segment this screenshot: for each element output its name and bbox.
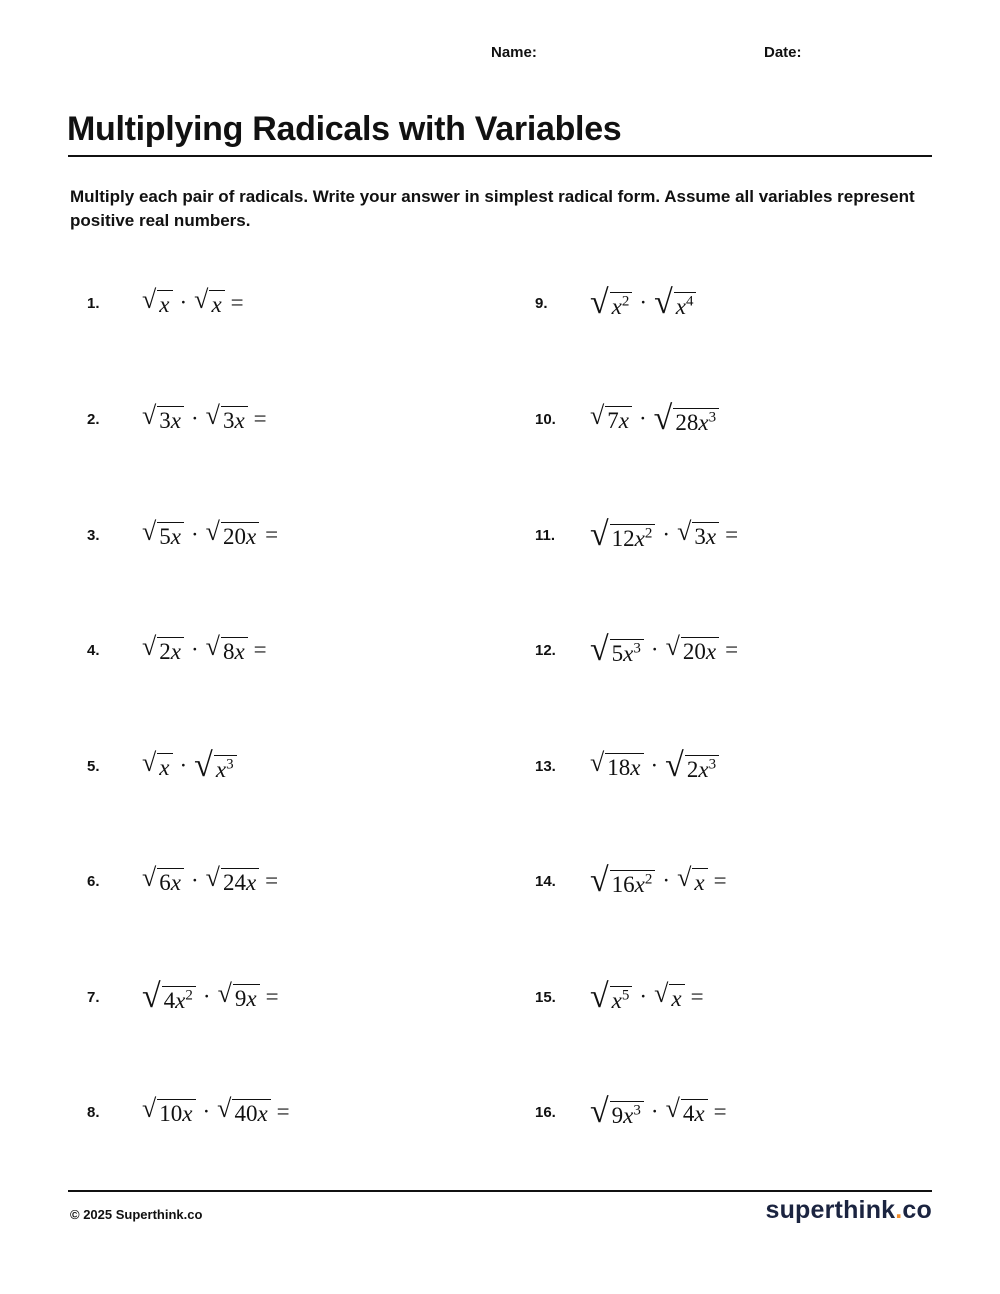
problem-number: 8.	[87, 1103, 100, 1121]
radicand-coefficient: 8	[222, 639, 235, 665]
problem-expression	[590, 746, 719, 784]
radical-sign: √	[142, 632, 157, 662]
radicand-exponent: 3	[708, 409, 717, 426]
radicand	[221, 522, 259, 550]
problem-number: 9.	[535, 294, 548, 312]
radicand	[157, 1099, 195, 1127]
radicand-variable: x	[211, 292, 222, 318]
radicand-variable: x	[257, 1101, 268, 1127]
radical	[654, 981, 685, 1012]
problem-expression	[142, 403, 267, 434]
radical	[194, 287, 225, 318]
radicand	[157, 522, 184, 550]
radicand	[605, 406, 632, 434]
radicand	[162, 986, 196, 1014]
radical	[194, 746, 236, 784]
problem-number: 3.	[87, 526, 100, 544]
radicand-variable: x	[611, 987, 622, 1013]
radicand	[610, 1101, 644, 1129]
radical	[590, 515, 655, 553]
radical-sign: √	[677, 863, 692, 893]
radicand-coefficient: 9	[234, 986, 247, 1012]
radical	[654, 283, 696, 321]
radicand-variable: x	[705, 524, 717, 550]
radical-sign: √	[590, 283, 609, 321]
radicand-coefficient: 16	[611, 871, 635, 897]
radicand	[610, 986, 633, 1014]
title-divider	[68, 155, 932, 157]
problem-expression	[590, 1092, 727, 1130]
problem-number: 10.	[535, 410, 556, 428]
radicand-variable: x	[234, 639, 245, 665]
problem-expression	[590, 977, 704, 1015]
radicand	[232, 1099, 270, 1127]
radical	[142, 519, 184, 550]
problem-number: 12.	[535, 641, 556, 659]
radicand	[221, 868, 259, 896]
radical	[590, 861, 655, 899]
equals-sign: =	[725, 637, 739, 662]
problem-number: 6.	[87, 872, 100, 890]
multiplication-dot: ·	[191, 406, 199, 431]
radicand-variable: x	[634, 525, 645, 551]
radical	[142, 1096, 196, 1127]
radicand-coefficient: 3	[222, 408, 235, 434]
radicand-exponent: 5	[621, 987, 630, 1004]
radicand	[221, 637, 248, 665]
equals-sign: =	[690, 984, 704, 1009]
radicand-variable: x	[698, 409, 709, 435]
radicand-coefficient: 5	[611, 640, 624, 666]
radicand	[221, 406, 248, 434]
problem-expression	[142, 519, 278, 550]
problem-expression	[142, 865, 278, 896]
radicand	[610, 870, 656, 898]
radicand	[157, 637, 184, 665]
radical-sign: √	[142, 748, 157, 778]
radical-sign: √	[590, 630, 609, 668]
brand-dot: .	[895, 1196, 903, 1224]
radical	[653, 399, 719, 437]
radicand-exponent: 3	[633, 1102, 641, 1119]
radicand	[157, 868, 184, 896]
radical	[590, 1092, 644, 1130]
radicand-variable: x	[170, 408, 181, 434]
radicand-variable: x	[170, 524, 181, 550]
radicand-coefficient: 2	[159, 639, 171, 665]
radicand-variable: x	[246, 986, 257, 1012]
radicand-variable: x	[623, 640, 634, 666]
radicand-coefficient: 40	[234, 1101, 258, 1127]
radicand	[610, 639, 644, 667]
radicand-coefficient: 6	[159, 870, 171, 896]
multiplication-dot: ·	[639, 406, 647, 431]
problem-number: 15.	[535, 988, 556, 1006]
equals-sign: =	[725, 522, 739, 547]
radicand-variable: x	[234, 408, 245, 434]
problem-number: 1.	[87, 294, 100, 312]
multiplication-dot: ·	[202, 984, 211, 1009]
problem-expression	[590, 283, 696, 321]
worksheet-title: Multiplying Radicals with Variables	[67, 110, 622, 148]
radicand-variable: x	[623, 1102, 634, 1128]
radical-sign: √	[205, 863, 220, 893]
problem-number: 2.	[87, 410, 100, 428]
radical-sign: √	[142, 517, 157, 547]
radical-sign: √	[654, 979, 669, 1009]
radicand	[610, 292, 633, 320]
radical-sign: √	[217, 1094, 232, 1124]
equals-sign: =	[230, 290, 244, 315]
radical-sign: √	[590, 515, 609, 553]
radical-sign: √	[677, 517, 692, 547]
radical	[218, 981, 260, 1012]
problem-number: 16.	[535, 1103, 556, 1121]
equals-sign: =	[276, 1099, 290, 1124]
radical	[590, 283, 632, 321]
multiplication-dot: ·	[191, 522, 199, 547]
radical	[206, 403, 248, 434]
radicand-variable: x	[671, 986, 682, 1012]
radical	[590, 403, 632, 434]
radicand-coefficient: 2	[686, 756, 699, 782]
problem-expression	[590, 399, 719, 437]
radical-sign: √	[590, 861, 609, 899]
radicand-variable: x	[245, 870, 257, 896]
multiplication-dot: ·	[639, 984, 648, 1009]
radical	[666, 634, 720, 665]
problem-expression	[142, 287, 244, 318]
radical	[217, 1096, 271, 1127]
radicand	[681, 637, 719, 665]
radicand	[233, 984, 260, 1012]
multiplication-dot: ·	[639, 290, 648, 315]
radical-sign: √	[142, 1094, 157, 1124]
problem-expression	[142, 1096, 290, 1127]
instructions: Multiply each pair of radicals. Write your answer in simplest radical form. Assume all variables represent positive real numbers.	[70, 187, 915, 230]
radicand-variable: x	[175, 987, 186, 1013]
brand-tld: co	[902, 1196, 932, 1224]
radicand-variable: x	[159, 292, 170, 318]
radicand-coefficient: 10	[159, 1101, 183, 1127]
radicand	[610, 524, 656, 552]
radicand-exponent: 4	[685, 293, 694, 310]
radicand	[685, 755, 719, 783]
radicand-coefficient: 20	[682, 639, 706, 665]
multiplication-dot: ·	[202, 1099, 211, 1124]
radicand-exponent: 3	[633, 640, 641, 657]
radicand	[157, 753, 172, 781]
problem-number: 4.	[87, 641, 100, 659]
radical-sign: √	[590, 401, 605, 431]
name-label: Name:	[491, 44, 537, 61]
radicand-variable: x	[705, 639, 717, 665]
radical	[206, 865, 260, 896]
radical-sign: √	[142, 285, 157, 315]
radical	[206, 634, 248, 665]
equals-sign: =	[265, 984, 279, 1009]
radical	[590, 630, 644, 668]
radical	[142, 403, 184, 434]
radicand-variable: x	[694, 1101, 705, 1127]
radicand-variable: x	[634, 871, 645, 897]
multiplication-dot: ·	[662, 868, 671, 893]
radicand-coefficient: 4	[682, 1101, 695, 1127]
radicand-coefficient: 7	[607, 408, 619, 434]
multiplication-dot: ·	[650, 1099, 659, 1124]
multiplication-dot: ·	[650, 753, 659, 778]
radicand-coefficient: 3	[159, 408, 171, 434]
radicand-coefficient: 20	[222, 524, 246, 550]
multiplication-dot: ·	[179, 290, 188, 315]
radical	[142, 287, 173, 318]
radical-sign: √	[142, 977, 161, 1015]
equals-sign: =	[265, 868, 279, 893]
brand-logo	[765, 1196, 932, 1225]
problem-expression	[590, 515, 739, 553]
radicand-exponent: 2	[644, 525, 653, 542]
radicand	[209, 290, 224, 318]
radical	[206, 519, 260, 550]
radicand-coefficient: 3	[694, 524, 706, 550]
radicand-variable: x	[611, 293, 622, 319]
radicand-coefficient: 24	[222, 870, 246, 896]
radical	[142, 634, 184, 665]
problem-expression	[142, 977, 279, 1015]
radicand-exponent: 2	[185, 987, 193, 1004]
radicand-coefficient: 18	[607, 755, 631, 781]
multiplication-dot: ·	[662, 522, 671, 547]
radicand	[157, 406, 184, 434]
radicand-coefficient: 5	[159, 524, 171, 550]
radical	[590, 750, 644, 781]
radicand-variable: x	[159, 755, 170, 781]
radical-sign: √	[142, 863, 157, 893]
copyright-notice: © 2025 Superthink.co	[70, 1207, 203, 1222]
problem-expression	[590, 630, 739, 668]
radical-sign: √	[194, 285, 209, 315]
radicand-coefficient: 4	[163, 987, 176, 1013]
radical	[590, 977, 632, 1015]
multiplication-dot: ·	[650, 637, 659, 662]
radicand	[681, 1099, 708, 1127]
radicand-coefficient: 12	[611, 525, 635, 551]
radicand	[692, 868, 707, 896]
radical-sign: √	[205, 517, 220, 547]
radical-sign: √	[217, 979, 232, 1009]
radicand-variable: x	[698, 756, 709, 782]
radicand-variable: x	[245, 524, 257, 550]
radical	[677, 519, 719, 550]
equals-sign: =	[713, 1099, 727, 1124]
radical-sign: √	[665, 1094, 680, 1124]
radical-sign: √	[205, 632, 220, 662]
radicand	[669, 984, 684, 1012]
radicand-variable: x	[618, 408, 629, 434]
radical	[665, 746, 719, 784]
brand-name: superthink	[765, 1196, 896, 1224]
radicand-variable: x	[694, 870, 705, 896]
problem-expression	[142, 634, 267, 665]
problem-number: 14.	[535, 872, 556, 890]
radical	[142, 977, 196, 1015]
radical-sign: √	[142, 401, 157, 431]
radical	[142, 750, 173, 781]
radical-sign: √	[590, 1092, 609, 1130]
footer-divider	[68, 1190, 932, 1192]
radicand-exponent: 2	[644, 871, 653, 888]
radicand	[214, 755, 237, 783]
radicand-coefficient: 28	[675, 409, 699, 435]
problem-expression	[590, 861, 727, 899]
radical	[142, 865, 184, 896]
radical-sign: √	[665, 746, 684, 784]
radicand	[692, 522, 719, 550]
multiplication-dot: ·	[191, 868, 199, 893]
radical-sign: √	[654, 283, 673, 321]
problem-number: 11.	[535, 526, 556, 544]
radicand-variable: x	[182, 1101, 193, 1127]
radicand	[157, 290, 172, 318]
radical	[677, 865, 708, 896]
equals-sign: =	[713, 868, 727, 893]
radicand-variable: x	[170, 870, 181, 896]
radical-sign: √	[194, 746, 213, 784]
radicand-variable: x	[675, 293, 686, 319]
multiplication-dot: ·	[191, 637, 199, 662]
radicand	[605, 753, 643, 781]
equals-sign: =	[253, 406, 267, 431]
multiplication-dot: ·	[179, 753, 188, 778]
equals-sign: =	[253, 637, 267, 662]
radicand	[674, 292, 697, 320]
radicand-exponent: 2	[621, 293, 630, 310]
radical-sign: √	[590, 977, 609, 1015]
radical-sign: √	[665, 632, 680, 662]
problem-number: 13.	[535, 757, 556, 775]
radicand-variable: x	[215, 756, 227, 782]
equals-sign: =	[265, 522, 279, 547]
radicand-exponent: 3	[708, 756, 717, 773]
problem-expression	[142, 746, 237, 784]
radicand-variable: x	[630, 755, 641, 781]
radical	[666, 1096, 708, 1127]
radical-sign: √	[590, 748, 605, 778]
problem-number: 7.	[87, 988, 100, 1006]
radicand-variable: x	[170, 639, 181, 665]
radicand	[673, 408, 719, 436]
radical-sign: √	[653, 399, 673, 437]
problem-number: 5.	[87, 757, 100, 775]
radicand-coefficient: 9	[611, 1102, 624, 1128]
radical-sign: √	[205, 401, 220, 431]
radicand-exponent: 3	[226, 756, 234, 773]
date-label: Date:	[764, 44, 802, 61]
